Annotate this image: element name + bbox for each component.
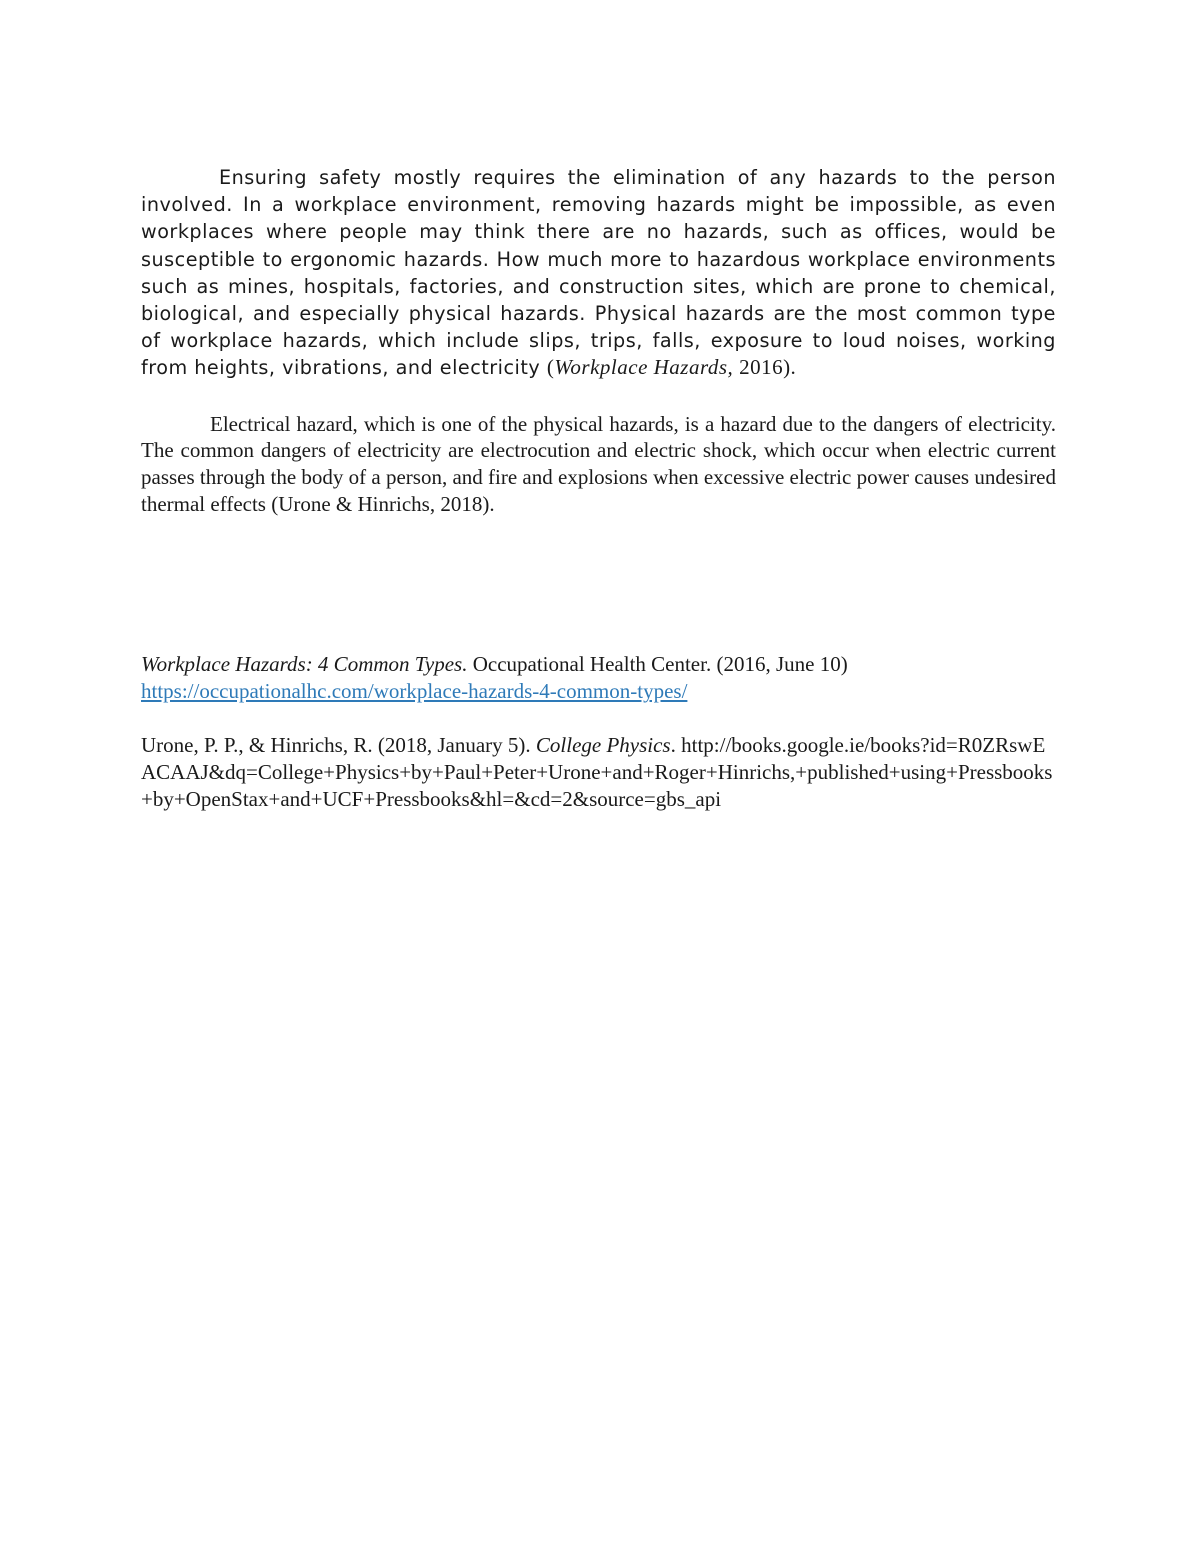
references-list xyxy=(141,651,1056,813)
reference-2-authors: Urone, P. P., & Hinrichs, R. (2018, January 5). xyxy=(141,733,536,758)
reference-1-publisher: Occupational Health Center. (2016, June 10) xyxy=(467,652,848,677)
paragraph-electrical-hazard xyxy=(141,411,1056,518)
citation-title: Workplace Hazards, xyxy=(554,355,734,380)
paragraph-1-text: Ensuring safety mostly requires the elimination of any hazards to the person involved. In a workplace environment, removing hazards might be impossible, as even workplaces where people may think there are no hazards, such as offices, would be susceptible to ergonomic hazards. How much more to hazardous workplace environments such as mines, hospitals, factories, and construction sites, which are prone to chemical, biological, and especially physical hazards. Physical hazards are the most common type of workplace hazards, which include slips, trips, falls, exposure to loud noises, working from heights, vibrations, and electricity xyxy=(141,166,1056,380)
reference-2-title: College Physics xyxy=(535,733,671,758)
paragraph-2-text: Electrical hazard, which is one of the physical hazards, is a hazard due to the dangers of electricity. The common dangers of electricity are electrocution and electric shock, which occur when electric current passes through the body of a person, and fire and explosions when excessive electric power causes undesired thermal effects (Urone & Hinrichs, 2018). xyxy=(141,411,1056,516)
citation-year: 2016 xyxy=(733,355,784,380)
reference-1-link[interactable]: https://occupationalhc.com/workplace-hazards-4-common-types/ xyxy=(141,679,688,704)
reference-college-physics xyxy=(141,732,1056,813)
citation-workplace-hazards xyxy=(547,355,796,379)
document-body xyxy=(141,164,1056,813)
reference-1-title: Workplace Hazards: 4 Common Types. xyxy=(141,652,468,677)
reference-2-url: . http://books.google.ie/books?id=R0ZRswEACAAJ&dq=College+Physics+by+Paul+Peter+Urone+and+Roger+Hinrichs,+published+using+Pressbooks+by+OpenStax+and+UCF+Pressbooks&hl=&cd=2&source=gbs_api xyxy=(141,733,1053,812)
paragraph-workplace-hazards xyxy=(141,164,1056,382)
reference-workplace-hazards xyxy=(141,651,1056,705)
citation-open: ( xyxy=(546,355,555,380)
citation-close: ). xyxy=(783,355,797,380)
